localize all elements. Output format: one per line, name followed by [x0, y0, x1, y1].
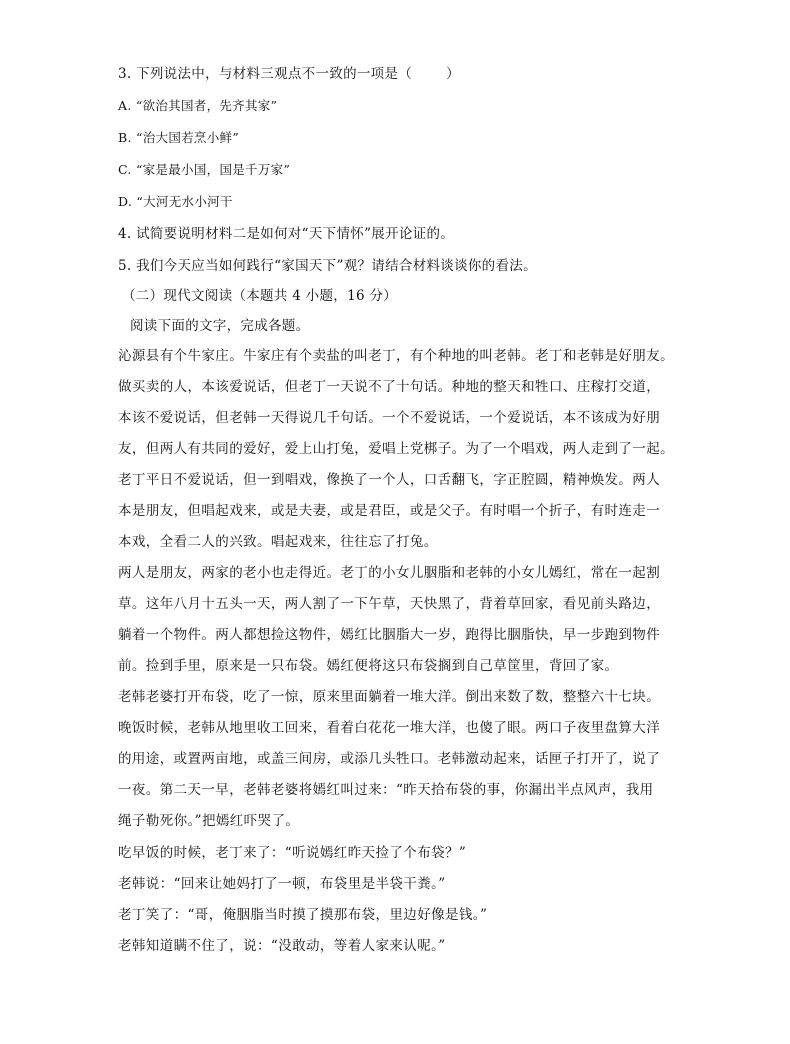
passage-line: 老韩老婆打开布袋，吃了一惊，原来里面躺着一堆大洋。倒出来数了数，整整六十七块。 — [118, 689, 661, 705]
passage-line: 本该不爱说话，但老韩一天得说几千句话。一个不爱说话，一个爱说话，本不该成为好朋 — [118, 410, 661, 426]
option-b: B. “治大国若烹小鲜” — [118, 130, 240, 145]
dialogue-line-3: 老丁笑了：“哥，俺胭脂当时摸了摸那布袋，里边好像是钱。” — [118, 907, 488, 923]
option-d: D. “大河无水小河干 — [118, 194, 233, 209]
passage-paragraph-1 — [118, 341, 678, 558]
passage-paragraph-2 — [118, 558, 678, 682]
passage-line: 沁源县有个牛家庄。牛家庄有个卖盐的叫老丁，有个种地的叫老韩。老丁和老韩是好朋友。 — [118, 348, 674, 364]
passage-line: 草。这年八月十五头一天，两人割了一下午草，天快黑了，背着草回家，看见前头路边， — [118, 596, 661, 612]
question-5: 5. 我们今天应当如何践行“家国天下”观？请结合材料谈谈你的看法。 — [118, 258, 537, 274]
passage-line: 躺着一个物件。两人都想捡这物件，嫣红比胭脂大一岁，跑得比胭脂快，早一步跑到物件 — [118, 627, 661, 643]
question-3-text: 3. 下列说法中，与材料三观点不一致的一项是（ — [118, 66, 413, 82]
dialogue-line-2: 老韩说：“回来让她妈打了一顿，布袋里是半袋干粪。” — [118, 876, 446, 892]
passage-line: 一夜。第二天一早，老韩老婆将嫣红叫过来：“昨天拾布袋的事，你漏出半点风声，我用 — [118, 782, 654, 798]
passage-line: 友，但两人有共同的爱好，爱上山打兔，爱唱上党梆子。为了一个唱戏，两人走到了一起。 — [118, 441, 674, 457]
passage-line: 绳子勒死你。”把嫣红吓哭了。 — [118, 813, 300, 829]
passage-paragraph-3 — [118, 682, 678, 837]
option-a: A. “欲治其国者，先齐其家” — [118, 98, 278, 113]
reading-instruction: 阅读下面的文字，完成各题。 — [130, 318, 310, 334]
passage-line: 前。捡到手里，原来是一只布袋。嫣红便将这只布袋搁到自己草筐里，背回了家。 — [118, 658, 619, 674]
dialogue-line-4: 老韩知道瞒不住了，说：“没敢动，等着人家来认呢。” — [118, 938, 446, 954]
question-3-close: ） — [446, 66, 460, 82]
passage-line: 的用途，或置两亩地，或盖三间房，或添几头牲口。老韩激动起来，话匣子打开了，说了 — [118, 751, 661, 767]
question-4: 4. 试简要说明材料二是如何对“天下情怀”展开论证的。 — [118, 226, 455, 242]
question-3-stem — [118, 64, 678, 84]
passage-line: 两人是朋友，两家的老小也走得近。老丁的小女儿胭脂和老韩的小女儿嫣红，常在一起割 — [118, 565, 661, 581]
passage-line: 本是朋友，但唱起戏来，或是夫妻，或是君臣，或是父子。有时唱一个折子，有时连走一 — [118, 503, 661, 519]
passage-line: 晚饭时候，老韩从地里收工回来，看着白花花一堆大洋，也傻了眼。两口子夜里盘算大洋 — [118, 720, 661, 736]
option-c: C. “家是最小国，国是千万家” — [118, 162, 291, 177]
section-heading: （二）现代文阅读（本题共 4 小题，16 分） — [122, 288, 398, 304]
passage-line: 本戏，全看二人的兴致。唱起戏来，往往忘了打兔。 — [118, 534, 438, 550]
dialogue-line-1: 吃早饭的时候，老丁来了：“听说嫣红昨天捡了个布袋？” — [118, 845, 467, 861]
passage-line: 做买卖的人，本该爱说话，但老丁一天说不了十句话。种地的整天和牲口、庄稼打交道， — [118, 379, 661, 395]
passage-line: 老丁平日不爱说话，但一到唱戏，像换了一个人，口舌翻飞，字正腔圆，精神焕发。两人 — [118, 472, 661, 488]
